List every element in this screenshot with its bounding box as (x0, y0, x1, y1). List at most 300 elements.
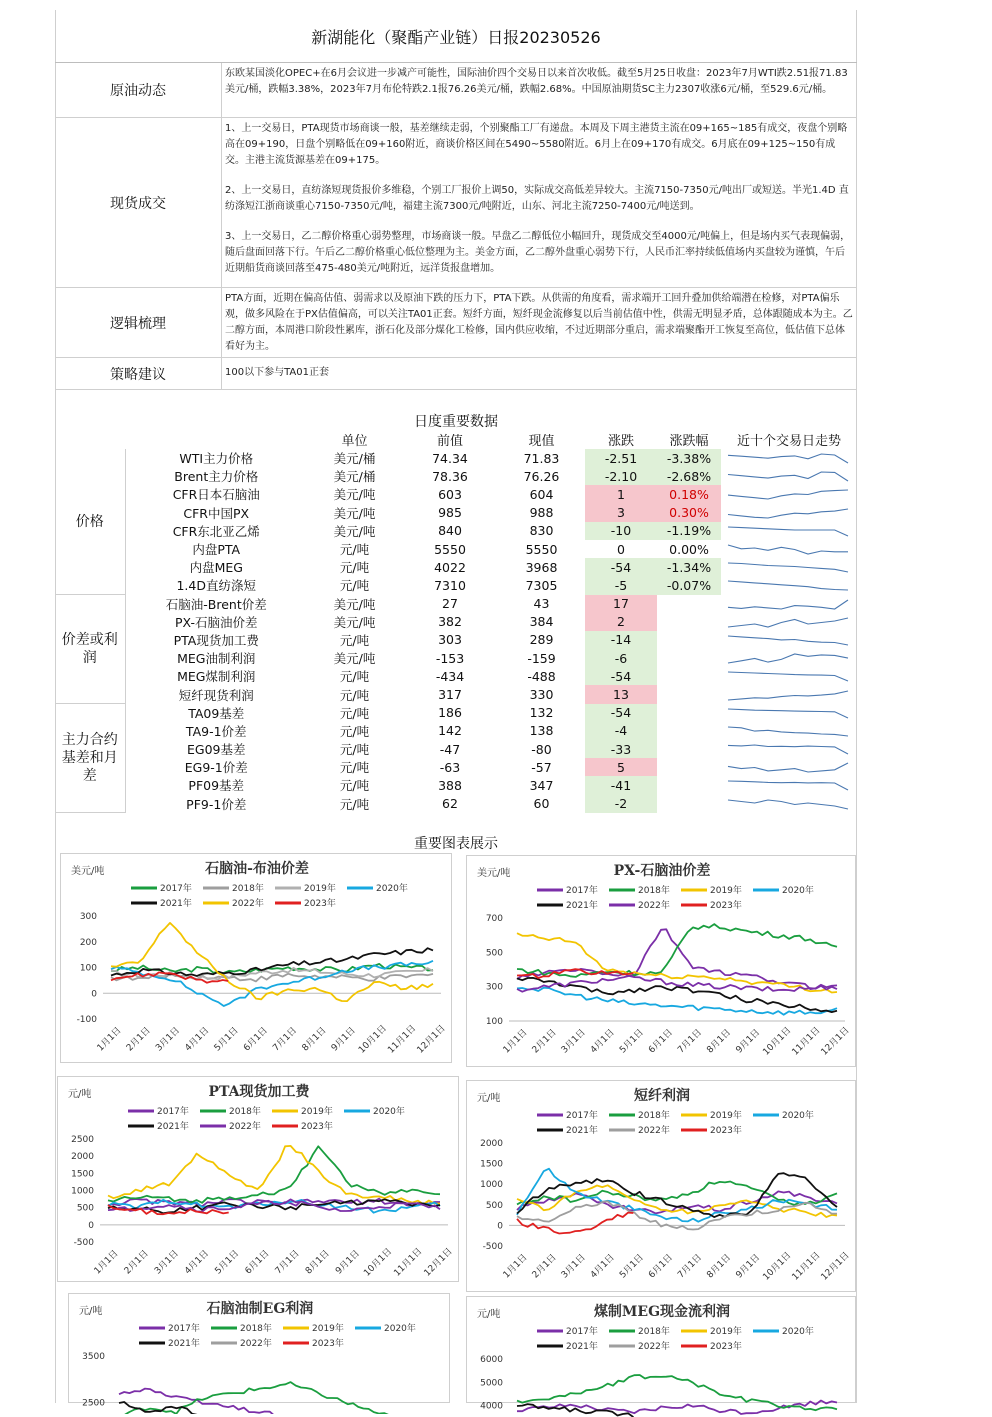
y-tick-label: 500 (485, 1200, 503, 1211)
legend-label: 2017年 (160, 884, 192, 894)
legend-label: 2019年 (710, 886, 742, 896)
y-tick-label: 0 (497, 1221, 503, 1232)
table-row (55, 776, 857, 794)
y-tick-label: 1000 (480, 1180, 503, 1191)
change-percent (657, 722, 721, 740)
x-tick-label: 6月1日 (243, 1248, 272, 1277)
change-percent: -0.07% (657, 576, 721, 594)
indicator-unit: 元/吨 (339, 723, 370, 739)
y-tick-label: 500 (76, 1203, 94, 1214)
legend-label: 2023年 (304, 899, 336, 909)
x-tick-label: 11月1日 (790, 1250, 823, 1283)
section-2 (55, 288, 857, 358)
legend-label: 2023年 (301, 1122, 333, 1132)
change-percent: -1.19% (657, 522, 721, 540)
sparkline-trend (728, 563, 848, 572)
legend-label: 2018年 (638, 1327, 670, 1337)
indicator-name: CFR东北亚乙烯 (172, 523, 260, 539)
legend-label: 2023年 (710, 1342, 742, 1352)
indicator-name: 内盘MEG (189, 560, 243, 576)
prev-value: 78.36 (432, 468, 468, 484)
change-percent (657, 649, 721, 667)
sparkline (721, 667, 857, 685)
y-tick-label: 2500 (71, 1135, 94, 1145)
legend-label: 2018年 (232, 884, 264, 894)
chart-unit: 元/吨 (68, 1089, 92, 1100)
change-percent (657, 704, 721, 722)
series-line (111, 923, 433, 1001)
sparkline (721, 722, 857, 740)
sparkline (721, 613, 857, 631)
prev-value: 5550 (434, 541, 466, 557)
table-row (55, 467, 857, 485)
x-tick-label: 12月1日 (819, 1025, 852, 1058)
legend-label: 2021年 (566, 1342, 598, 1352)
indicator-unit: 元/吨 (339, 578, 370, 594)
x-tick-label: 1月1日 (501, 1027, 530, 1056)
x-tick-label: 3月1日 (559, 1027, 588, 1056)
sparkline-trend (728, 672, 848, 681)
legend-label: 2019年 (312, 1324, 344, 1334)
sparkline (721, 449, 857, 467)
section-3 (55, 358, 857, 390)
legend-label: 2021年 (160, 899, 192, 909)
change-percent (657, 667, 721, 685)
indicator-unit: 元/吨 (339, 560, 370, 576)
chart-unit: 元/吨 (477, 1309, 501, 1320)
x-tick-label: 12月1日 (422, 1246, 455, 1279)
x-tick-label: 5月1日 (618, 1252, 646, 1281)
indicator-name: 内盘PTA (192, 542, 241, 558)
x-tick-label: 5月1日 (213, 1248, 242, 1277)
change-value: -2.10 (585, 467, 657, 485)
x-tick-label: 12月1日 (819, 1250, 852, 1283)
indicator-unit: 元/吨 (339, 760, 370, 776)
prev-value: 186 (438, 705, 462, 721)
change-percent: -3.38% (657, 449, 721, 467)
header-unit: 单位 (341, 434, 368, 449)
prev-value: 74.34 (432, 450, 468, 466)
legend-label: 2022年 (638, 1342, 670, 1352)
x-tick-label: 6月1日 (647, 1027, 675, 1056)
x-tick-label: 2月1日 (124, 1025, 153, 1054)
x-tick-label: 4月1日 (183, 1025, 212, 1054)
prev-value: 303 (438, 632, 462, 648)
x-tick-label: 1月1日 (92, 1248, 121, 1277)
x-tick-label: 4月1日 (588, 1027, 617, 1056)
legend-label: 2019年 (301, 1107, 333, 1117)
section-0 (55, 63, 857, 118)
indicator-name: TA09基差 (188, 705, 245, 721)
indicator-unit: 元/吨 (339, 687, 370, 703)
sparkline-trend (728, 509, 848, 518)
y-tick-label: 1500 (480, 1159, 503, 1170)
indicator-unit: 元/吨 (339, 632, 370, 648)
y-tick-label: 2500 (82, 1398, 105, 1409)
table-row (55, 613, 857, 631)
sparkline (721, 631, 857, 649)
x-tick-label: 3月1日 (154, 1025, 183, 1054)
chart-psf-profit (466, 1080, 856, 1292)
curr-value: -159 (527, 650, 556, 666)
y-tick-label: 200 (79, 937, 97, 948)
sparkline-trend (728, 636, 848, 645)
section-paragraph: PTA方面，近期在偏高估值、弱需求以及原油下跌的压力下，PTA下跌。从供需的角度看，需求端开工回升叠加供给端潜在检修，对PTA偏乐观，做多风险在于PX估值偏高，可以关注TA01正套。短纤方面，短纤现金流修复以后当前估值中性，供需无明显矛盾，总体跟随成本为主。乙二醇方面，本周港口阶段性累库，浙石化及部分煤化工检修，国内供应收缩，不过近期部分重启，需求端聚酯开工恢复至高位，低估值下总体看好为主。 (225, 293, 853, 352)
series-line (119, 1382, 431, 1414)
y-tick-label: 3500 (82, 1352, 105, 1362)
legend-label: 2022年 (240, 1339, 272, 1349)
curr-value: 384 (529, 614, 554, 630)
change-percent (657, 595, 721, 613)
header-blank (55, 430, 125, 449)
indicator-unit: 美元/桶 (333, 451, 376, 467)
legend-label: 2023年 (710, 1126, 742, 1136)
change-value: 1 (585, 485, 657, 503)
chart-pta-processing (57, 1076, 459, 1282)
sparkline-trend (728, 454, 848, 463)
daily-table-title: 日度重要数据 (414, 414, 498, 430)
section-paragraph: 100以下参与TA01正套 (225, 367, 329, 378)
legend-label: 2023年 (710, 901, 742, 911)
sparkline-trend (728, 727, 848, 736)
change-percent (657, 758, 721, 776)
x-tick-label: 3月1日 (559, 1252, 588, 1281)
prev-value: 840 (438, 523, 462, 539)
sparkline-trend (728, 800, 848, 809)
curr-value: -57 (531, 759, 552, 775)
x-tick-label: 2月1日 (122, 1248, 151, 1277)
change-percent (657, 685, 721, 703)
change-value: -33 (585, 740, 657, 758)
section-paragraph: 1、上一交易日，PTA现货市场商谈一般，基差继续走弱，个别聚酯工厂有递盘。本周及下周主港货主流在09+165~185有成交，夜盘个别略高在09+190，日盘个别略低在09+160附近，商谈价格区间在5490~5580附近。6月上在09+170有成交。6月底在09+125~150有成交。主港主流货源基差在09+175。 (225, 123, 848, 166)
chart-unit: 美元/吨 (71, 866, 105, 877)
chart-unit: 美元/吨 (477, 868, 511, 879)
x-tick-label: 7月1日 (273, 1248, 302, 1277)
sparkline (721, 540, 857, 558)
x-tick-label: 8月1日 (300, 1025, 329, 1054)
section-label: 逻辑梳理 (55, 288, 222, 357)
sparkline (721, 558, 857, 576)
x-tick-label: 12月1日 (415, 1023, 448, 1056)
indicator-name: EG09基差 (187, 742, 246, 758)
table-row (55, 522, 857, 540)
indicator-unit: 元/吨 (339, 705, 370, 721)
legend-label: 2017年 (168, 1324, 200, 1334)
x-tick-label: 6月1日 (647, 1252, 675, 1281)
legend-label: 2020年 (782, 1111, 814, 1121)
curr-value: -488 (527, 668, 556, 684)
indicator-unit: 美元/吨 (333, 487, 376, 503)
sparkline-trend (728, 709, 848, 718)
legend-label: 2017年 (566, 886, 598, 896)
legend-label: 2020年 (384, 1324, 416, 1334)
legend-label: 2021年 (566, 1126, 598, 1136)
indicator-name: 短纤现货利润 (178, 687, 254, 703)
sparkline (721, 649, 857, 667)
group-label: 价差或利润 (55, 595, 125, 704)
indicator-name: MEG煤制利润 (177, 669, 256, 685)
x-tick-label: 3月1日 (153, 1248, 181, 1277)
x-tick-label: 9月1日 (734, 1027, 763, 1056)
x-tick-label: 9月1日 (329, 1025, 358, 1054)
chart-title: 短纤利润 (634, 1088, 690, 1104)
sparkline-trend (728, 581, 848, 590)
x-tick-label: 5月1日 (212, 1025, 241, 1054)
legend-label: 2022年 (229, 1122, 261, 1132)
section-1 (55, 118, 857, 288)
series-line (108, 1146, 440, 1204)
table-row (55, 631, 857, 649)
y-tick-label: 500 (485, 948, 503, 959)
indicator-unit: 元/吨 (339, 742, 370, 758)
sparkline-trend (728, 545, 848, 554)
table-row (55, 504, 857, 522)
group-label: 主力合约基差和月差 (55, 704, 125, 813)
y-tick-label: 0 (91, 989, 97, 1000)
indicator-unit: 美元/吨 (333, 523, 376, 539)
curr-value: 138 (529, 723, 554, 739)
x-tick-label: 5月1日 (618, 1027, 646, 1056)
change-value: -6 (585, 649, 657, 667)
header-curr: 现值 (528, 434, 555, 449)
chart-title: 煤制MEG现金流利润 (593, 1304, 731, 1320)
indicator-unit: 美元/吨 (333, 505, 376, 521)
x-tick-label: 10月1日 (761, 1250, 794, 1283)
change-value: -41 (585, 776, 657, 794)
change-value: -2.51 (585, 449, 657, 467)
indicator-unit: 美元/吨 (333, 614, 376, 630)
y-tick-label: 300 (79, 912, 97, 922)
y-tick-label: 6000 (480, 1355, 503, 1365)
indicator-unit: 元/吨 (339, 542, 370, 558)
change-value: 5 (585, 758, 657, 776)
report-title: 新湖能化（聚酯产业链）日报20230526 (55, 10, 857, 63)
change-value: 2 (585, 613, 657, 631)
chart-naphtha-brent (60, 853, 452, 1063)
indicator-unit: 美元/吨 (333, 596, 376, 612)
x-tick-label: 2月1日 (530, 1027, 559, 1056)
header-trend: 近十个交易日走势 (736, 434, 841, 449)
legend-label: 2020年 (782, 886, 814, 896)
x-tick-label: 11月1日 (790, 1025, 823, 1058)
curr-value: 76.26 (523, 468, 560, 484)
sparkline-trend (728, 472, 848, 481)
legend-label: 2018年 (240, 1324, 272, 1334)
legend-label: 2019年 (304, 884, 336, 894)
x-tick-label: 9月1日 (334, 1248, 362, 1277)
chart-unit: 元/吨 (79, 1306, 103, 1317)
charts-title: 重要图表展示 (414, 836, 498, 852)
x-tick-label: 7月1日 (271, 1025, 300, 1054)
group-label: 价格 (55, 449, 125, 595)
x-tick-label: 4月1日 (183, 1248, 212, 1277)
series-line (517, 1375, 837, 1410)
sparkline-trend (728, 781, 848, 790)
x-tick-label: 1月1日 (95, 1025, 124, 1054)
curr-value: 60 (533, 796, 550, 812)
curr-value: 7305 (525, 577, 558, 593)
prev-value: -434 (435, 668, 465, 684)
change-percent: -1.34% (657, 558, 721, 576)
y-tick-label: 0 (88, 1220, 94, 1231)
series-line (119, 1389, 431, 1414)
y-tick-label: 300 (485, 982, 503, 993)
table-row (55, 685, 857, 703)
prev-value: -153 (435, 650, 465, 666)
indicator-name: CFR中国PX (183, 505, 250, 521)
change-value: 3 (585, 504, 657, 522)
x-tick-label: 10月1日 (362, 1246, 395, 1279)
indicator-name: 1.4D直纺涤短 (176, 578, 256, 594)
prev-value: 985 (438, 505, 462, 521)
legend-label: 2021年 (566, 901, 598, 911)
legend-label: 2020年 (376, 884, 408, 894)
series-line (517, 1213, 633, 1234)
chart-px-naphtha (466, 855, 856, 1067)
change-value: -54 (585, 704, 657, 722)
change-percent (657, 740, 721, 758)
indicator-name: EG9-1价差 (184, 760, 248, 776)
x-tick-label: 9月1日 (734, 1252, 763, 1281)
x-tick-label: 7月1日 (676, 1027, 705, 1056)
curr-value: 132 (529, 705, 554, 721)
y-tick-label: -500 (482, 1242, 503, 1252)
curr-value: -80 (531, 741, 552, 757)
header-blank (125, 430, 307, 449)
sparkline-trend (728, 618, 848, 627)
table-row (55, 649, 857, 667)
y-tick-label: -500 (73, 1238, 94, 1248)
table-row (55, 740, 857, 758)
legend-label: 2019年 (710, 1111, 742, 1121)
change-percent (657, 776, 721, 794)
legend-label: 2017年 (157, 1107, 189, 1117)
prev-value: -63 (439, 759, 461, 775)
table-row (55, 485, 857, 503)
y-tick-label: 1000 (71, 1186, 94, 1197)
table-row (55, 667, 857, 685)
sparkline (721, 795, 857, 813)
change-value: -10 (585, 522, 657, 540)
curr-value: 3968 (525, 559, 558, 575)
indicator-name: CFR日本石脑油 (172, 487, 260, 503)
prev-value: 317 (438, 687, 462, 703)
section-label: 原油动态 (55, 63, 222, 117)
indicator-name: PX-石脑油价差 (175, 614, 258, 630)
x-tick-label: 10月1日 (357, 1023, 390, 1056)
series-line (108, 1146, 440, 1203)
change-percent (657, 631, 721, 649)
y-tick-label: 4000 (480, 1401, 503, 1412)
table-row (55, 576, 857, 594)
sparkline (721, 758, 857, 776)
indicator-unit: 元/吨 (339, 778, 370, 794)
prev-value: 62 (442, 796, 458, 812)
x-tick-label: 10月1日 (761, 1025, 794, 1058)
change-percent (657, 613, 721, 631)
curr-value: 330 (529, 687, 554, 703)
sparkline (721, 504, 857, 522)
sparkline-trend (728, 527, 848, 536)
header-chg: 涨跌 (607, 434, 634, 449)
x-tick-label: 1月1日 (501, 1252, 530, 1281)
change-value: -4 (585, 722, 657, 740)
table-row (55, 540, 857, 558)
chart-unit: 元/吨 (477, 1093, 501, 1104)
change-percent: 0.18% (657, 485, 721, 503)
series-line (517, 933, 837, 992)
prev-value: 4022 (434, 559, 466, 575)
y-tick-label: 2000 (480, 1139, 503, 1149)
sparkline-trend (728, 654, 848, 663)
change-percent: 0.30% (657, 504, 721, 522)
legend-label: 2021年 (168, 1339, 200, 1349)
prev-value: 603 (438, 486, 462, 502)
sparkline (721, 704, 857, 722)
header-pct: 涨跌幅 (669, 434, 709, 449)
header-prev: 前值 (436, 434, 463, 449)
sparkline-trend (728, 600, 848, 609)
section-label: 策略建议 (55, 358, 222, 389)
legend-label: 2018年 (229, 1107, 261, 1117)
legend-label: 2020年 (373, 1107, 405, 1117)
indicator-unit: 元/吨 (339, 669, 370, 685)
indicator-name: PF9-1价差 (186, 796, 247, 812)
table-row (55, 449, 857, 467)
change-value: 17 (585, 595, 657, 613)
prev-value: 142 (438, 723, 462, 739)
indicator-name: WTI主力价格 (179, 451, 254, 467)
sparkline (721, 467, 857, 485)
legend-label: 2017年 (566, 1111, 598, 1121)
prev-value: 388 (438, 777, 462, 793)
sparkline (721, 595, 857, 613)
indicator-unit: 元/吨 (339, 796, 370, 812)
curr-value: 43 (533, 596, 550, 612)
y-tick-label: 2000 (71, 1152, 94, 1163)
chart-title: PX-石脑油价差 (613, 863, 711, 879)
table-row (55, 795, 857, 813)
section-paragraph: 3、上一交易日，乙二醇价格重心弱势整理，市场商谈一般。早盘乙二醇低位小幅回升，现货成交至4000元/吨偏上，但是场内买气表现偏弱，随后盘面回落下行。午后乙二醇价格重心低位整理为主。美金方面，乙二醇外盘重心弱势下行，人民币汇率持续低值场内买盘较为谨慎，午后近期船货商谈回落至475-480美元/吨附近，远洋货报盘增加。 (225, 231, 851, 274)
chart-title: 石脑油制EG利润 (206, 1301, 314, 1317)
chart-coal-meg-profit (466, 1296, 856, 1412)
y-tick-label: 1500 (71, 1169, 94, 1180)
y-tick-label: 5000 (480, 1378, 503, 1389)
table-row (55, 595, 857, 613)
y-tick-label: 100 (485, 1017, 503, 1027)
change-value: -54 (585, 558, 657, 576)
x-tick-label: 8月1日 (303, 1248, 332, 1277)
change-value: -14 (585, 631, 657, 649)
prev-value: 27 (442, 596, 458, 612)
legend-label: 2023年 (312, 1339, 344, 1349)
sparkline (721, 740, 857, 758)
x-tick-label: 8月1日 (705, 1252, 734, 1281)
series-line (517, 988, 837, 1015)
indicator-unit: 美元/桶 (333, 469, 376, 485)
indicator-unit: 美元/吨 (333, 651, 376, 667)
curr-value: 830 (529, 523, 554, 539)
change-percent (657, 795, 721, 813)
table-row (55, 722, 857, 740)
legend-label: 2018年 (638, 1111, 670, 1121)
curr-value: 347 (529, 777, 554, 793)
chart-title: 石脑油-布油价差 (205, 861, 309, 877)
prev-value: 382 (438, 614, 462, 630)
sparkline-trend (728, 745, 848, 754)
change-value: -54 (585, 667, 657, 685)
sparkline (721, 776, 857, 794)
